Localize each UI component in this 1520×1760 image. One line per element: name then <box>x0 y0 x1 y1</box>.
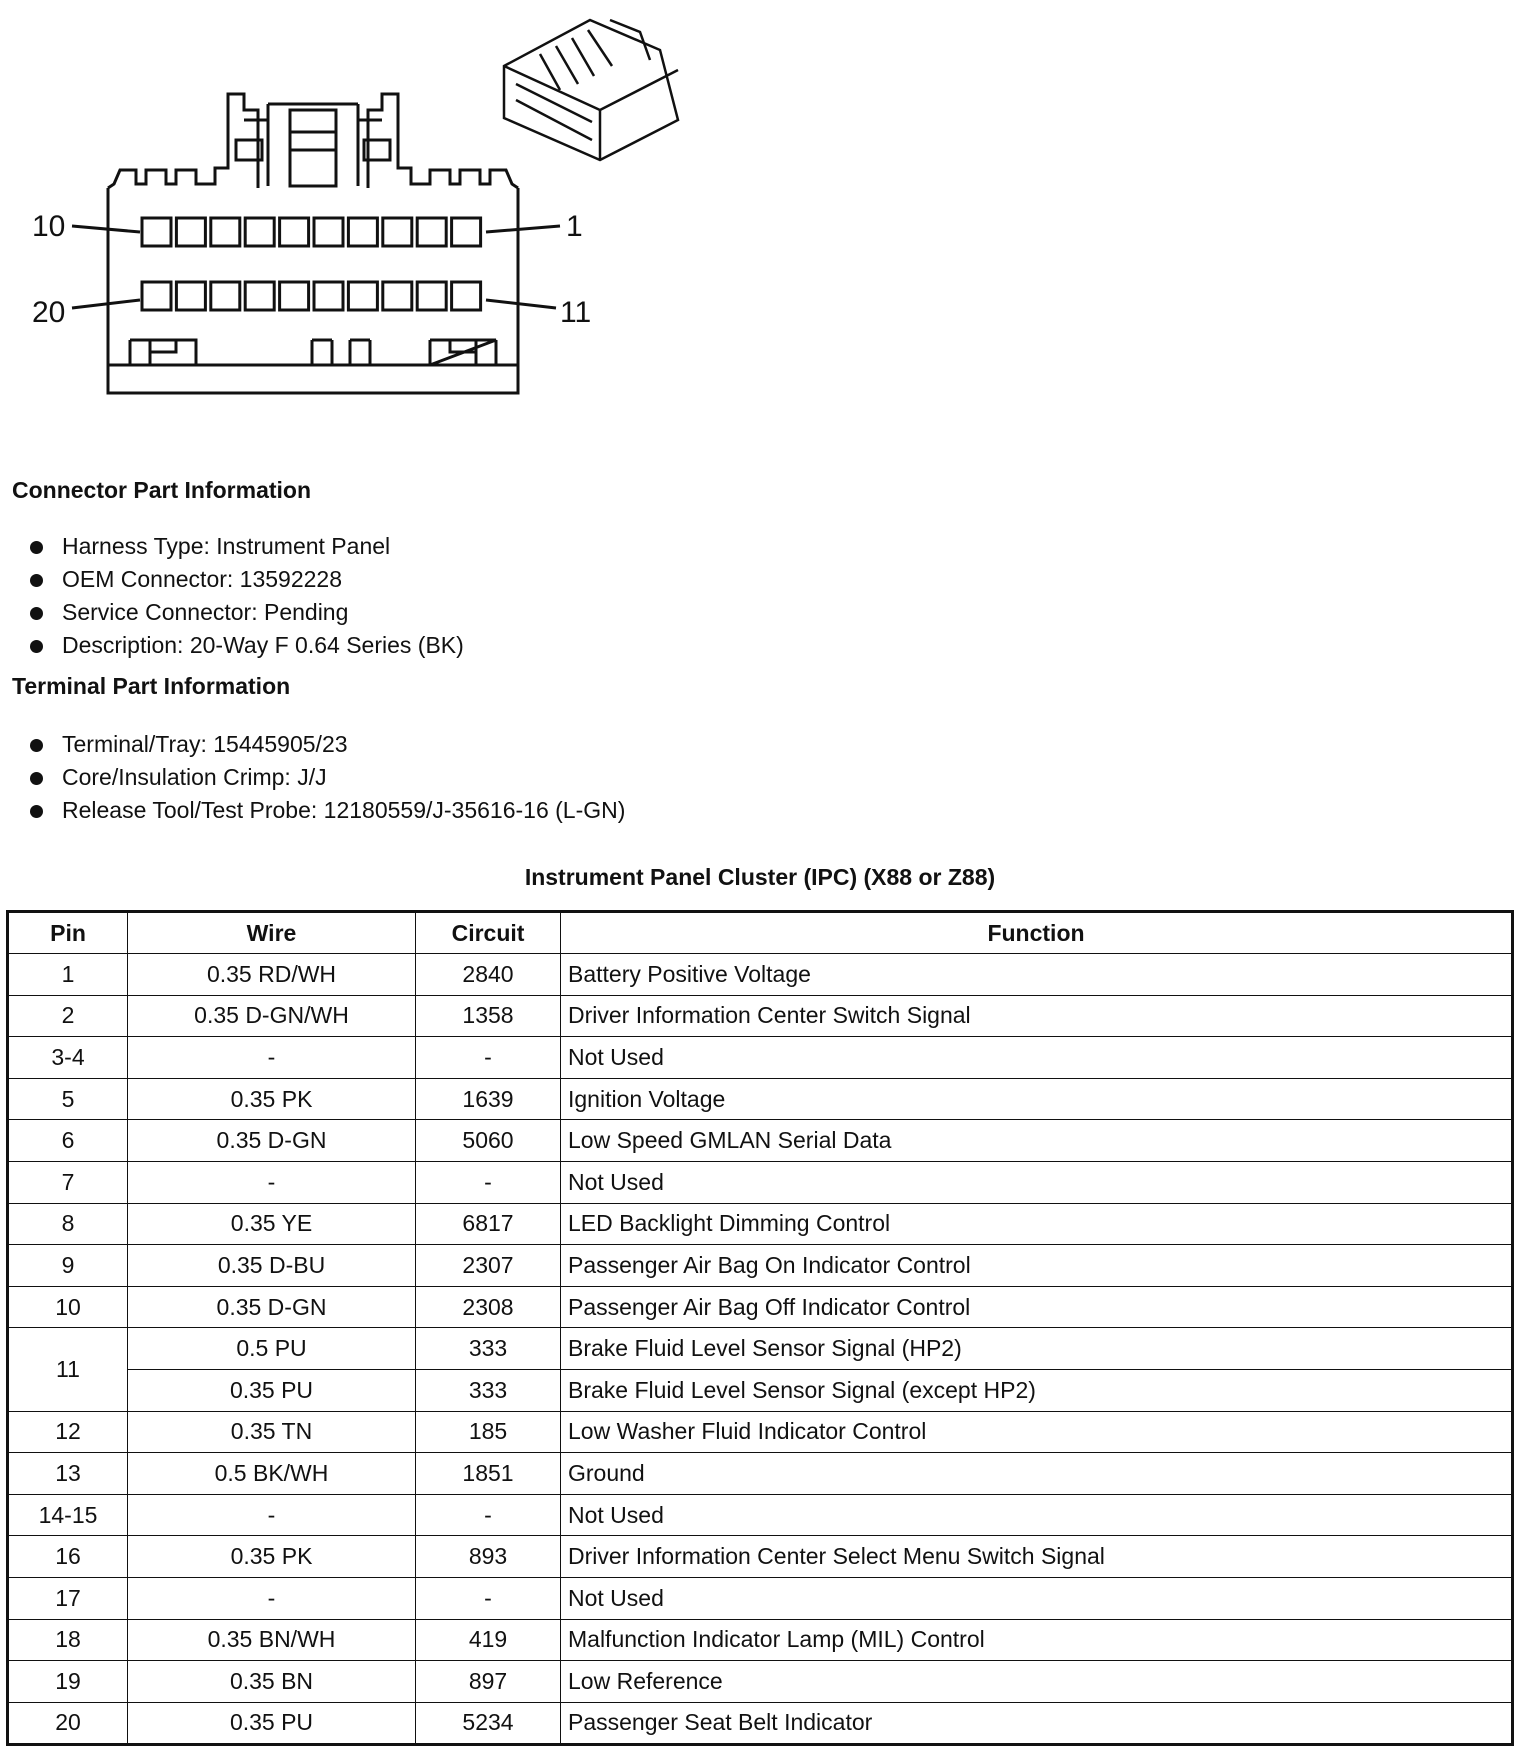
list-item-text: Terminal/Tray: 15445905/23 <box>62 731 348 757</box>
bullet-icon <box>30 772 43 785</box>
cell-wire: 0.35 PU <box>128 1369 416 1411</box>
cell-circuit: 185 <box>416 1411 561 1453</box>
cell-circuit: 893 <box>416 1536 561 1578</box>
table-row <box>8 995 1513 1037</box>
cell-wire: 0.35 PK <box>128 1536 416 1578</box>
cell-pin: 11 <box>8 1328 128 1411</box>
cell-pin: 2 <box>8 995 128 1037</box>
table-header-row <box>8 912 1513 954</box>
cell-pin: 6 <box>8 1120 128 1162</box>
cell-function: Low Speed GMLAN Serial Data <box>561 1120 1513 1162</box>
connector-cavity <box>245 218 274 246</box>
connector-cavity <box>452 218 481 246</box>
cell-circuit: 1851 <box>416 1453 561 1495</box>
table-title: Instrument Panel Cluster (IPC) (X88 or Z88) <box>524 864 996 890</box>
cell-wire: - <box>128 1037 416 1079</box>
cell-wire: 0.35 BN <box>128 1661 416 1703</box>
cell-circuit: - <box>416 1577 561 1619</box>
bullet-icon <box>30 541 43 554</box>
connector-cavity <box>176 282 205 310</box>
pin-label-1: 1 <box>566 210 583 243</box>
cell-circuit: 897 <box>416 1661 561 1703</box>
cell-wire: 0.35 D-BU <box>128 1245 416 1287</box>
cell-pin: 19 <box>8 1661 128 1703</box>
leader-line-pin1 <box>486 226 560 232</box>
cell-circuit: 6817 <box>416 1203 561 1245</box>
connector-cavity <box>314 282 343 310</box>
table-row <box>8 1702 1513 1745</box>
connector-cavity <box>452 282 481 310</box>
table-row <box>8 1328 1513 1370</box>
cell-circuit: 333 <box>416 1328 561 1370</box>
cell-wire: 0.5 BK/WH <box>128 1453 416 1495</box>
leader-line-pin11 <box>486 300 556 308</box>
cell-pin: 12 <box>8 1411 128 1453</box>
cell-wire: 0.35 BN/WH <box>128 1619 416 1661</box>
cell-function: Not Used <box>561 1037 1513 1079</box>
list-item-text: Service Connector: Pending <box>62 599 349 625</box>
cell-wire: - <box>128 1577 416 1619</box>
cell-circuit: - <box>416 1037 561 1079</box>
table-row <box>8 1661 1513 1703</box>
list-item-text: Harness Type: Instrument Panel <box>62 533 391 559</box>
cell-wire: 0.35 PU <box>128 1702 416 1745</box>
list-item <box>28 596 464 629</box>
cell-pin: 5 <box>8 1078 128 1120</box>
connector-cavity <box>417 218 446 246</box>
cell-pin: 3-4 <box>8 1037 128 1079</box>
list-item <box>28 563 464 596</box>
cell-pin: 9 <box>8 1245 128 1287</box>
connector-thumbnail-image <box>504 20 678 160</box>
connector-diagram <box>0 0 1520 430</box>
connector-cavity <box>142 282 171 310</box>
bullet-icon <box>30 640 43 653</box>
pin-label-10: 10 <box>32 210 66 243</box>
cell-function: Ignition Voltage <box>561 1078 1513 1120</box>
list-item <box>28 761 625 794</box>
cell-wire: 0.35 TN <box>128 1411 416 1453</box>
connector-cavity <box>211 282 240 310</box>
cell-pin: 13 <box>8 1453 128 1495</box>
cell-pin: 17 <box>8 1577 128 1619</box>
cell-wire: 0.35 D-GN/WH <box>128 995 416 1037</box>
cell-wire: - <box>128 1494 416 1536</box>
list-item <box>28 728 625 761</box>
cell-pin: 14-15 <box>8 1494 128 1536</box>
cell-wire: 0.35 D-GN <box>128 1120 416 1162</box>
leader-line-pin20 <box>72 300 140 308</box>
connector-cavity <box>176 218 205 246</box>
table-row <box>8 1536 1513 1578</box>
cell-function: Not Used <box>561 1161 1513 1203</box>
cell-function: Low Reference <box>561 1661 1513 1703</box>
connector-cavity <box>348 282 377 310</box>
cell-function: Passenger Seat Belt Indicator <box>561 1702 1513 1745</box>
cell-circuit: 2840 <box>416 954 561 996</box>
list-item <box>28 530 464 563</box>
list-item-text: Release Tool/Test Probe: 12180559/J-35616-16 (L-GN) <box>62 797 626 823</box>
list-item-text: OEM Connector: 13592228 <box>62 566 343 592</box>
table-row <box>8 1286 1513 1328</box>
cell-pin: 18 <box>8 1619 128 1661</box>
connector-cavity <box>245 282 274 310</box>
connector-cavity <box>211 218 240 246</box>
cell-circuit: 333 <box>416 1369 561 1411</box>
table-row <box>8 1369 1513 1411</box>
cell-pin: 16 <box>8 1536 128 1578</box>
cell-function: Not Used <box>561 1577 1513 1619</box>
connector-cavity <box>142 218 171 246</box>
cell-wire: 0.5 PU <box>128 1328 416 1370</box>
cell-circuit: 5060 <box>416 1120 561 1162</box>
table-row <box>8 1577 1513 1619</box>
bullet-icon <box>30 739 43 752</box>
cell-function: Brake Fluid Level Sensor Signal (except HP2) <box>561 1369 1513 1411</box>
header-function: Function <box>561 912 1513 954</box>
table-row <box>8 1494 1513 1536</box>
cell-circuit: 1358 <box>416 995 561 1037</box>
table-row <box>8 1245 1513 1287</box>
connector-part-info-list <box>28 530 464 662</box>
table-row <box>8 1037 1513 1079</box>
table-row <box>8 1078 1513 1120</box>
cell-function: Brake Fluid Level Sensor Signal (HP2) <box>561 1328 1513 1370</box>
table-row <box>8 1161 1513 1203</box>
connector-cavity <box>348 218 377 246</box>
cell-function: Driver Information Center Select Menu Switch Signal <box>561 1536 1513 1578</box>
table-row <box>8 1203 1513 1245</box>
connector-cavity <box>417 282 446 310</box>
list-item-text: Description: 20-Way F 0.64 Series (BK) <box>62 632 464 658</box>
bullet-icon <box>30 805 43 818</box>
cell-function: Driver Information Center Switch Signal <box>561 995 1513 1037</box>
cell-function: Passenger Air Bag On Indicator Control <box>561 1245 1513 1287</box>
bullet-icon <box>30 574 43 587</box>
pin-label-11: 11 <box>560 296 592 329</box>
table-row <box>8 1120 1513 1162</box>
cell-wire: 0.35 PK <box>128 1078 416 1120</box>
cell-circuit: 1639 <box>416 1078 561 1120</box>
cell-circuit: 2307 <box>416 1245 561 1287</box>
cell-circuit: 5234 <box>416 1702 561 1745</box>
list-item-text: Core/Insulation Crimp: J/J <box>62 764 327 790</box>
header-circuit: Circuit <box>416 912 561 954</box>
pin-label-20: 20 <box>32 296 66 329</box>
cell-function: Not Used <box>561 1494 1513 1536</box>
connector-cavity <box>280 218 309 246</box>
table-row <box>8 1453 1513 1495</box>
cell-pin: 8 <box>8 1203 128 1245</box>
list-item <box>28 629 464 662</box>
cell-function: Malfunction Indicator Lamp (MIL) Control <box>561 1619 1513 1661</box>
cell-circuit: - <box>416 1494 561 1536</box>
cell-wire: 0.35 RD/WH <box>128 954 416 996</box>
header-pin: Pin <box>8 912 128 954</box>
pinout-table <box>6 910 1514 1746</box>
cell-wire: 0.35 D-GN <box>128 1286 416 1328</box>
connector-cavity <box>383 218 412 246</box>
cell-circuit: 2308 <box>416 1286 561 1328</box>
cell-function: Low Washer Fluid Indicator Control <box>561 1411 1513 1453</box>
cell-pin: 10 <box>8 1286 128 1328</box>
cell-wire: - <box>128 1161 416 1203</box>
connector-cavity <box>314 218 343 246</box>
cell-circuit: 419 <box>416 1619 561 1661</box>
bullet-icon <box>30 607 43 620</box>
connector-part-info-heading: Connector Part Information <box>12 477 312 503</box>
table-row <box>8 954 1513 996</box>
connector-cavity <box>280 282 309 310</box>
header-wire: Wire <box>128 912 416 954</box>
cell-pin: 20 <box>8 1702 128 1745</box>
list-item <box>28 794 625 827</box>
cell-function: Passenger Air Bag Off Indicator Control <box>561 1286 1513 1328</box>
terminal-part-info-list <box>28 728 625 827</box>
table-row <box>8 1619 1513 1661</box>
cell-circuit: - <box>416 1161 561 1203</box>
cell-function: Battery Positive Voltage <box>561 954 1513 996</box>
cell-pin: 1 <box>8 954 128 996</box>
connector-cavity <box>383 282 412 310</box>
cell-wire: 0.35 YE <box>128 1203 416 1245</box>
leader-line-pin10 <box>72 226 140 232</box>
table-row <box>8 1411 1513 1453</box>
cell-function: LED Backlight Dimming Control <box>561 1203 1513 1245</box>
terminal-part-info-heading: Terminal Part Information <box>12 673 291 699</box>
cell-function: Ground <box>561 1453 1513 1495</box>
cell-pin: 7 <box>8 1161 128 1203</box>
